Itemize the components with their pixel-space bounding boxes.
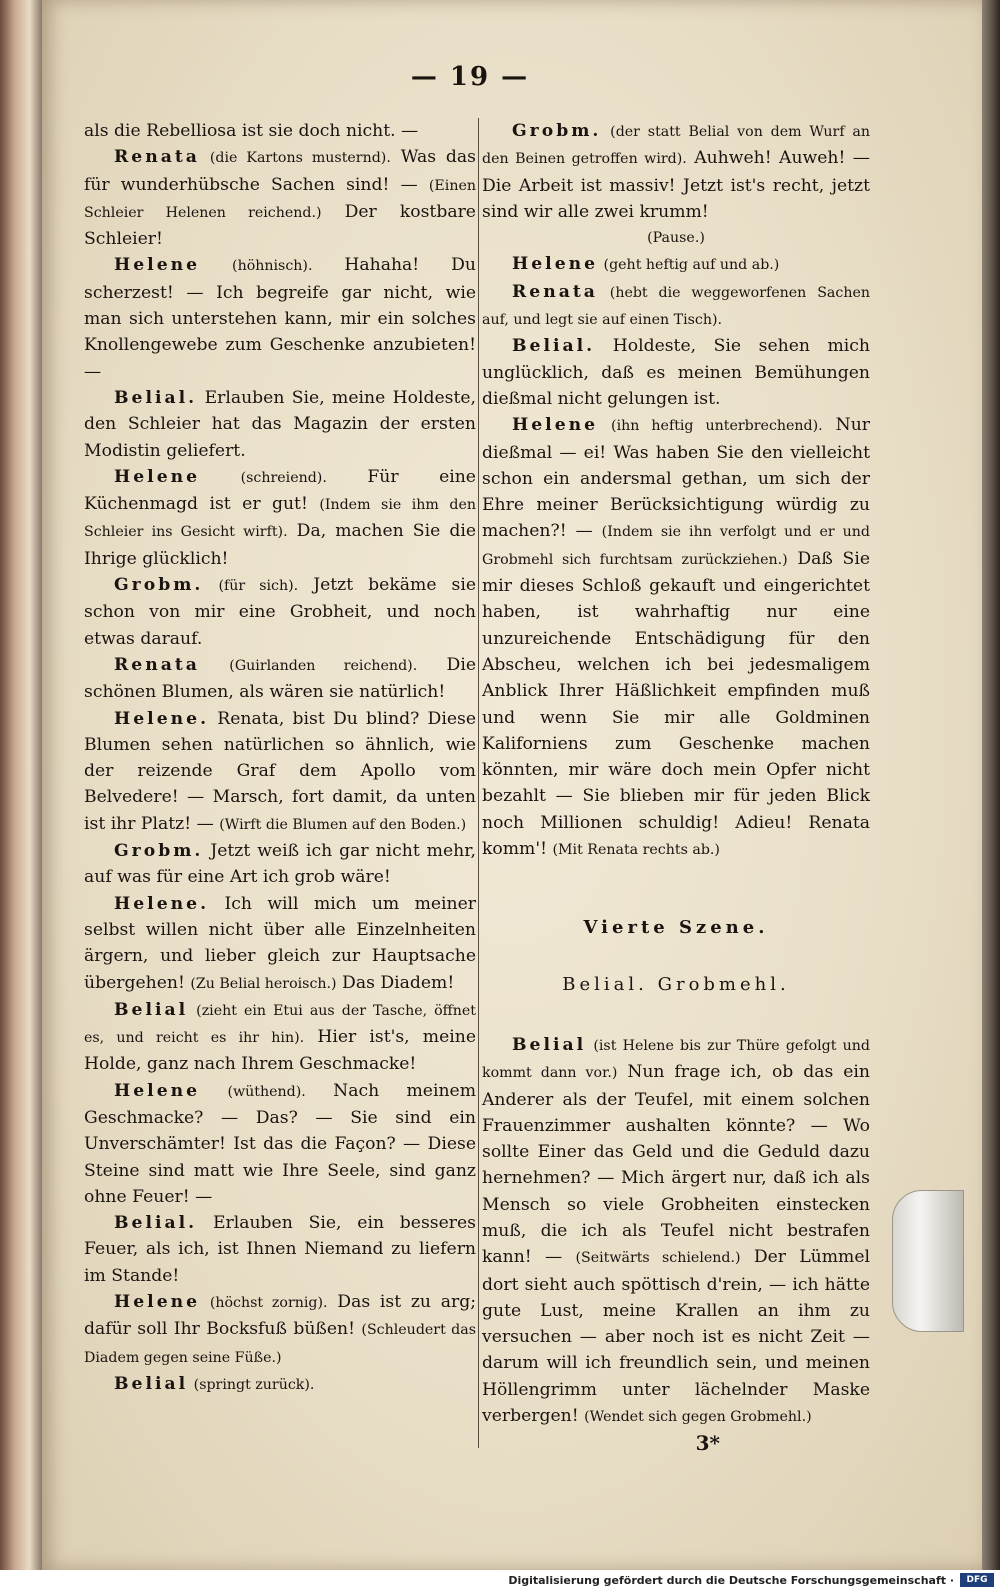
speaker-name: Helene bbox=[114, 1292, 201, 1313]
speaker-name: Helene bbox=[114, 255, 201, 276]
dialogue-text: Nur dießmal — ei! Was haben Sie den vielleicht schon ein andersmal gethan, um sich der Ehre meiner Berücksichtigung würdig zu machen?! — bbox=[482, 415, 870, 542]
stage-direction: (ihn heftig unterbrechend). bbox=[611, 418, 823, 435]
dialogue-paragraph bbox=[84, 1078, 476, 1210]
stage-direction: (Wendet sich gegen Grobmehl.) bbox=[584, 1409, 812, 1426]
stage-direction: (die Kartons musternd). bbox=[209, 150, 391, 167]
speaker-name: Helene bbox=[512, 254, 599, 275]
dialogue-paragraph bbox=[84, 652, 476, 706]
left-column bbox=[84, 118, 476, 1398]
dialogue-text: Jetzt bekäme sie schon von mir eine Grobheit, und noch etwas darauf. bbox=[84, 575, 477, 649]
stage-direction: (Schleudert das Diadem gegen seine Füße.) bbox=[84, 1322, 477, 1366]
dialogue-text: Hahaha! Du scherzest! — Ich begreife gar nicht, wie man sich unterstehen kann, mir ein solches Knollengewebe zum Geschenke anzubieten! — bbox=[84, 255, 476, 382]
stage-direction: (Pause.) bbox=[647, 230, 705, 247]
speaker-name: Helene bbox=[114, 466, 201, 487]
column-divider bbox=[478, 118, 479, 1448]
speaker-name: Belial bbox=[512, 1034, 587, 1055]
dialogue-text: Hier ist's, meine Holde, ganz nach Ihrem Geschmacke! bbox=[84, 1027, 476, 1075]
left-page-edge bbox=[0, 0, 42, 1570]
page-number: — 19 — bbox=[410, 62, 530, 92]
dialogue-paragraph bbox=[84, 706, 476, 838]
speaker-name: Helene. bbox=[114, 708, 210, 729]
right-page-edge bbox=[982, 0, 1000, 1570]
dialogue-paragraph bbox=[84, 891, 476, 997]
speaker-name: Belial bbox=[114, 1373, 189, 1394]
dialogue-paragraph bbox=[482, 412, 870, 863]
dialogue-text: Das ist zu arg; dafür soll Ihr Bocksfuß büßen! bbox=[84, 1292, 477, 1340]
speaker-name: Grobm. bbox=[114, 575, 204, 596]
stage-direction: (Guirlanden reichend). bbox=[229, 657, 418, 674]
stage-direction: (geht heftig auf und ab.) bbox=[603, 257, 780, 274]
speaker-name: Belial bbox=[114, 999, 189, 1020]
dialogue-paragraph bbox=[84, 144, 476, 252]
dialogue-text: Erlauben Sie, meine Holdeste, den Schleier hat das Magazin der ersten Modistin geliefert. bbox=[84, 387, 476, 461]
speaker-name: Helene bbox=[114, 1080, 201, 1101]
speaker-name: Belial. bbox=[114, 1213, 198, 1234]
stage-direction: (ist Helene bis zur Thüre gefolgt und kommt dann vor.) bbox=[482, 1037, 870, 1082]
stage-direction: (Indem sie ihn verfolgt und er und Grobmehl sich furchtsam zurückziehen.) bbox=[482, 524, 870, 568]
dialogue-paragraph bbox=[84, 572, 476, 652]
dialogue-paragraph bbox=[84, 1210, 476, 1289]
stage-direction: (springt zurück). bbox=[193, 1376, 315, 1393]
dialogue-text: Jetzt weiß ich gar nicht mehr, auf was für eine Art ich grob wäre! bbox=[84, 841, 477, 888]
scene-persons: Belial. Grobmehl. bbox=[562, 973, 790, 995]
speaker-name: Renata bbox=[114, 654, 200, 675]
dialogue-paragraph bbox=[84, 252, 476, 384]
dialogue-text: Was das für wunderhübsche Sachen sind! — bbox=[84, 147, 477, 195]
dialogue-paragraph bbox=[482, 118, 870, 225]
dialogue-text: Erlauben Sie, ein besseres Feuer, als ich, ist Ihnen Niemand zu liefern im Stande! bbox=[84, 1213, 476, 1286]
speaker-name: Helene. bbox=[114, 893, 210, 914]
stage-direction: (zieht ein Etui aus der Tasche, öffnet es, und reicht es ihr hin). bbox=[84, 1002, 476, 1047]
stage-direction: (schreiend). bbox=[240, 469, 327, 486]
stage-direction: (Seitwärts schielend.) bbox=[575, 1250, 741, 1267]
dialogue-paragraph bbox=[482, 279, 870, 334]
stage-direction: (für sich). bbox=[218, 578, 299, 595]
stage-direction: (Einen Schleier Helenen reichend.) bbox=[84, 177, 476, 221]
dialogue-text: Für eine Küchenmagd ist er gut! bbox=[84, 466, 476, 515]
dialogue-text: als die Rebelliosa ist sie doch nicht. — bbox=[84, 121, 419, 141]
speaker-name: Grobm. bbox=[114, 841, 204, 862]
dialogue-paragraph bbox=[482, 251, 870, 278]
stage-direction: (höhnisch). bbox=[232, 258, 313, 275]
dialogue-paragraph bbox=[84, 464, 476, 572]
stage-direction: (wüthend). bbox=[227, 1083, 306, 1100]
stage-direction: (Indem sie ihm den Schleier ins Gesicht wirft). bbox=[84, 497, 476, 541]
dfg-logo: DFG bbox=[960, 1573, 994, 1587]
dialogue-paragraph bbox=[84, 838, 476, 891]
dialogue-text: Der kostbare Schleier! bbox=[84, 201, 476, 250]
dialogue-text: Da, machen Sie die Ihrige glücklich! bbox=[84, 521, 476, 569]
dialogue-text: Das Diadem! bbox=[342, 972, 455, 993]
dialogue-paragraph bbox=[84, 1371, 476, 1398]
stage-direction: (Mit Renata rechts ab.) bbox=[552, 842, 720, 859]
signature-mark: 3* bbox=[695, 1431, 720, 1456]
stage-direction: (höchst zornig). bbox=[209, 1295, 328, 1312]
speaker-name: Helene bbox=[512, 415, 599, 436]
scene-heading: Vierte Szene. bbox=[583, 917, 769, 939]
stage-direction: (der statt Belial von dem Wurf an den Beinen getroffen wird). bbox=[482, 124, 870, 168]
dialogue-paragraph bbox=[84, 118, 476, 144]
scanner-clip bbox=[892, 1190, 964, 1332]
dialogue-paragraph bbox=[84, 1289, 476, 1371]
right-column bbox=[482, 118, 870, 1457]
dialogue-text: Der Lümmel dort sieht auch spöttisch d'rein, — ich hätte gute Lust, meine Krallen an ihm zu versuchen — aber noch ist es nicht Zeit — darum will ich freundlich sein, und meinen Höllengrimm unter lächelnder Maske verbergen! bbox=[482, 1247, 871, 1427]
dialogue-text: Renata, bist Du blind? Diese Blumen sehen natürlichen so ähnlich, wie der reizende Graf dem Apollo vom Belvedere! — Marsch, fort damit, da unten ist ihr Platz! — bbox=[84, 708, 476, 834]
dialogue-paragraph bbox=[84, 997, 476, 1078]
speaker-name: Belial. bbox=[512, 336, 596, 357]
dialogue-text: Nach meinem Geschmacke? — Das? — Sie sind ein Unverschämter! Ist das die Façon? — Diese Steine sind matt wie Ihre Seele, sind ganz ohne Feuer! — bbox=[84, 1080, 477, 1207]
footer-credit: Digitalisierung gefördert durch die Deutsche Forschungsgemeinschaft · bbox=[508, 1574, 954, 1587]
stage-direction: (Wirft die Blumen auf den Boden.) bbox=[219, 816, 467, 833]
dialogue-paragraph bbox=[482, 333, 870, 412]
dialogue-text: Die schönen Blumen, als wären sie natürlich! bbox=[84, 654, 476, 703]
speaker-name: Renata bbox=[512, 281, 598, 302]
dialogue-text: Holdeste, Sie sehen mich unglücklich, daß es meinen Bemühungen dießmal nicht gelungen ist. bbox=[482, 336, 870, 409]
stage-direction: (Zu Belial heroisch.) bbox=[190, 975, 337, 992]
dialogue-text: Auhweh! Auweh! — Die Arbeit ist massiv! Jetzt ist's recht, jetzt sind wir alle zwei krumm! bbox=[482, 148, 870, 222]
dialogue-paragraph bbox=[482, 1032, 870, 1430]
dialogue-text: Daß Sie mir dieses Schloß gekauft und eingerichtet haben, ist wahrhaftig nur eine unzureichende Entschädigung für den Abscheu, welchen ich bei jedesmaligem Anblick Ihrer Häßlichkeit empfinden muß und wenn Sie mir alle Goldminen Kaliforniens zum Geschenke machen könnten, mir wäre doch mein Opfer nicht bezahlt — Sie blieben mir für jeden Blick noch Millionen schuldig! Adieu! Renata komm'! bbox=[482, 548, 871, 860]
speaker-name: Grobm. bbox=[512, 121, 602, 141]
dialogue-paragraph bbox=[84, 385, 476, 464]
stage-direction: (hebt die weggeworfenen Sachen auf, und legt sie auf einen Tisch). bbox=[482, 284, 870, 329]
dialogue-text: Nun frage ich, ob das ein Anderer als der Teufel, mit einem solchen Frauenzimmer aushalten könnte? — Wo sollte Einer das Geld und die Geduld dazu hernehmen? — Mich ärgert nur, daß ich als Mensch so viele Grobheiten einstecken muß, die ich als Teufel nicht bestrafen kann! — bbox=[482, 1062, 871, 1268]
dialogue-text: Ich will mich um meiner selbst willen nicht über alle Einzelnheiten ärgern, und lieber gleich zur Hauptsache übergehen! bbox=[84, 893, 477, 993]
speaker-name: Belial. bbox=[114, 387, 198, 408]
speaker-name: Renata bbox=[114, 147, 200, 168]
